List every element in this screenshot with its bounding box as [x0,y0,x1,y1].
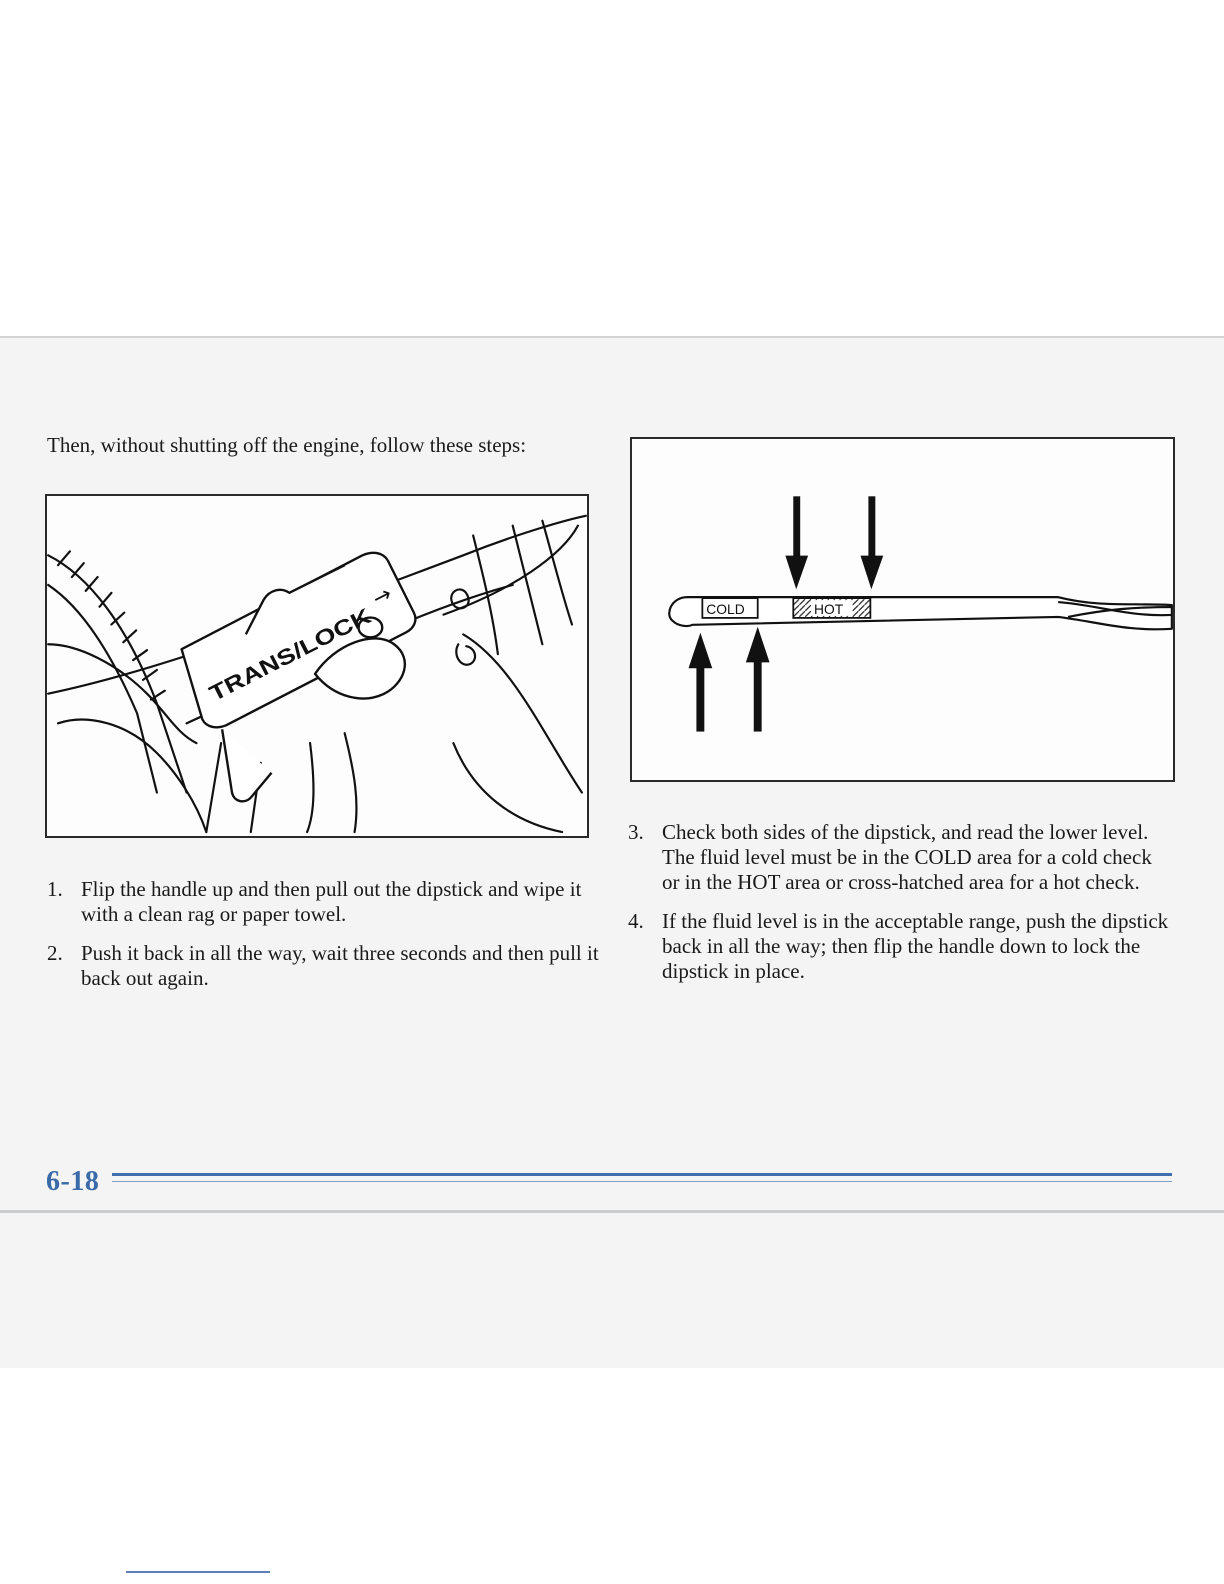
trans-lock-label: TRANS/LOCK [205,619,344,707]
steps-list-right [628,820,1173,998]
step-text: Flip the handle up and then pull out the dipstick and wipe it with a clean rag or paper towel. [81,877,582,926]
dipstick-hot-label: HOT [814,600,844,617]
page-number: 6-18 [46,1166,100,1197]
dipstick-cold-label: COLD [706,600,745,617]
step-number: 4. [628,909,644,933]
trans-lock-handle-illustration [45,494,589,838]
footer-rule [112,1173,1172,1176]
cold-range-arrows [689,627,770,732]
step-text: Push it back in all the way, wait three seconds and then pull it back out again. [81,941,599,990]
intro-text: Then, without shutting off the engine, follow these steps: [47,433,527,457]
bottom-divider [126,1571,270,1573]
footer-rule-thin [112,1181,1172,1182]
trans-lock-arrow-glyph: → [368,581,397,613]
step-item [628,909,1173,984]
step-item [47,877,607,927]
step-item [628,820,1173,895]
step-text: If the fluid level is in the acceptable range, push the dipstick back in all the way; then flip the handle down to lock the dipstick in place. [662,909,1169,983]
dipstick-level-illustration [630,437,1175,782]
steps-list-left [47,877,607,1005]
page-edge-shadow [0,1210,1224,1213]
hot-range-arrows [785,496,883,589]
step-number: 1. [47,877,63,901]
step-item [47,941,607,991]
step-number: 2. [47,941,63,965]
step-text: Check both sides of the dipstick, and read the lower level. The fluid level must be in the COLD area for a cold check or in the HOT area or cross-hatched area for a hot check. [662,820,1152,894]
step-number: 3. [628,820,644,844]
